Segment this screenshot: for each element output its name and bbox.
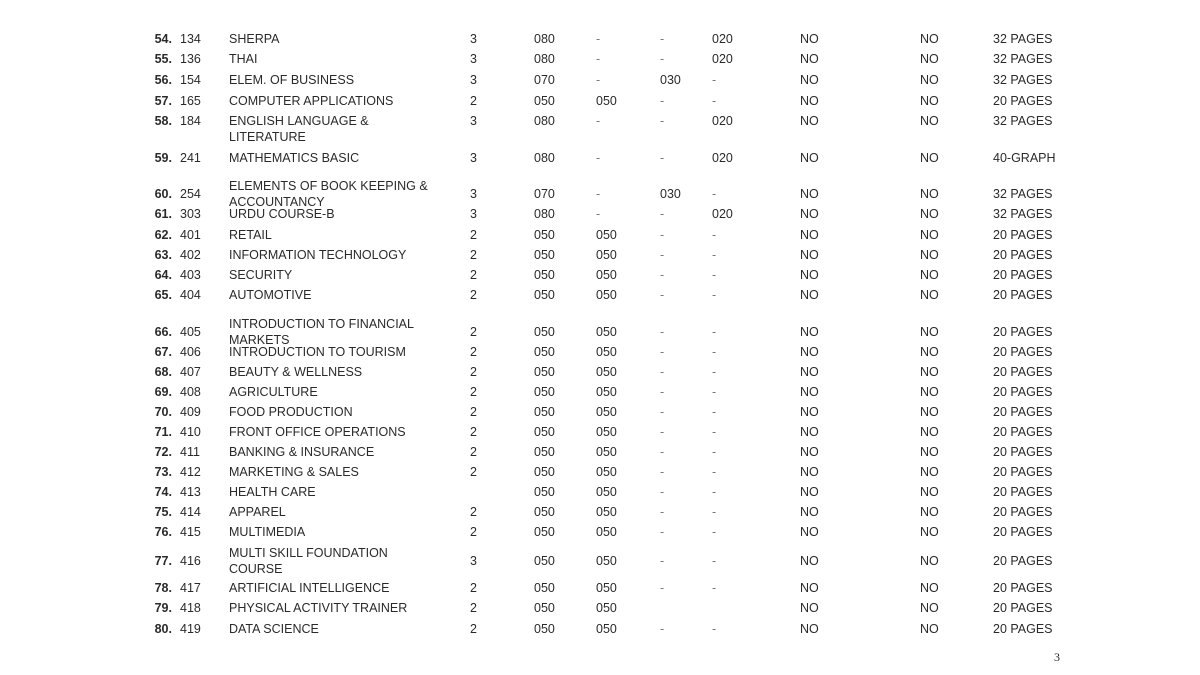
value-cell-5: - — [712, 425, 717, 439]
value-cell-1: 2 — [470, 465, 477, 479]
value-cell-4: - — [660, 94, 665, 108]
value-cell-2: 050 — [534, 581, 555, 595]
subject-code: 184 — [180, 114, 201, 128]
subject-name: ARTIFICIAL INTELLIGENCE — [229, 581, 390, 595]
value-cell-8: 20 PAGES — [993, 248, 1053, 262]
value-cell-5: - — [712, 325, 717, 339]
value-cell-3: 050 — [596, 622, 617, 636]
serial-number: 77. — [154, 554, 172, 568]
value-cell-4: - — [660, 485, 665, 499]
subject-name: MULTI SKILL FOUNDATION COURSE — [229, 546, 388, 576]
value-cell-3: - — [596, 32, 601, 46]
serial-number: 62. — [154, 228, 172, 242]
value-cell-5: 020 — [712, 52, 733, 66]
subject-code: 419 — [180, 622, 201, 636]
value-cell-2: 050 — [534, 94, 555, 108]
value-cell-2: 050 — [534, 365, 555, 379]
value-cell-7: NO — [920, 268, 939, 282]
serial-number: 67. — [154, 345, 172, 359]
value-cell-2: 050 — [534, 405, 555, 419]
value-cell-6: NO — [800, 465, 819, 479]
value-cell-1: 2 — [470, 385, 477, 399]
value-cell-5: 020 — [712, 151, 733, 165]
subject-name: ELEM. OF BUSINESS — [229, 73, 355, 87]
serial-number: 78. — [154, 581, 172, 595]
value-cell-3: - — [596, 207, 601, 221]
value-cell-4: - — [660, 365, 665, 379]
value-cell-8: 20 PAGES — [993, 601, 1053, 615]
serial-number: 73. — [154, 465, 172, 479]
value-cell-8: 32 PAGES — [993, 114, 1053, 128]
value-cell-7: NO — [920, 73, 939, 87]
value-cell-1: 2 — [470, 365, 477, 379]
value-cell-4: - — [660, 228, 665, 242]
value-cell-8: 20 PAGES — [993, 345, 1053, 359]
value-cell-1: 2 — [470, 228, 477, 242]
value-cell-6: NO — [800, 114, 819, 128]
value-cell-7: NO — [920, 445, 939, 459]
value-cell-8: 32 PAGES — [993, 207, 1053, 221]
value-cell-4: - — [660, 505, 665, 519]
value-cell-3: - — [596, 187, 601, 201]
value-cell-5: - — [712, 622, 717, 636]
value-cell-4: - — [660, 325, 665, 339]
value-cell-3: 050 — [596, 505, 617, 519]
value-cell-6: NO — [800, 207, 819, 221]
subject-code: 410 — [180, 425, 201, 439]
serial-number: 79. — [154, 601, 172, 615]
value-cell-5: - — [712, 268, 717, 282]
value-cell-6: NO — [800, 187, 819, 201]
value-cell-7: NO — [920, 248, 939, 262]
value-cell-1: 2 — [470, 425, 477, 439]
value-cell-2: 070 — [534, 187, 555, 201]
value-cell-3: 050 — [596, 405, 617, 419]
serial-number: 64. — [154, 268, 172, 282]
value-cell-7: NO — [920, 94, 939, 108]
value-cell-5: - — [712, 345, 717, 359]
subject-code: 418 — [180, 601, 201, 615]
value-cell-1: 2 — [470, 505, 477, 519]
value-cell-2: 080 — [534, 207, 555, 221]
subject-name: INTRODUCTION TO FINANCIAL MARKETS — [229, 317, 414, 347]
value-cell-6: NO — [800, 445, 819, 459]
subject-code: 414 — [180, 505, 201, 519]
value-cell-1: 2 — [470, 345, 477, 359]
subject-code: 134 — [180, 32, 201, 46]
subject-name: AGRICULTURE — [229, 385, 318, 399]
serial-number: 71. — [154, 425, 172, 439]
value-cell-4: - — [660, 52, 665, 66]
value-cell-7: NO — [920, 554, 939, 568]
serial-number: 55. — [154, 52, 172, 66]
page-number: 3 — [1054, 650, 1060, 664]
value-cell-1: 2 — [470, 445, 477, 459]
value-cell-8: 20 PAGES — [993, 385, 1053, 399]
value-cell-7: NO — [920, 288, 939, 302]
value-cell-5: - — [712, 505, 717, 519]
value-cell-6: NO — [800, 554, 819, 568]
value-cell-8: 20 PAGES — [993, 405, 1053, 419]
serial-number: 59. — [154, 151, 172, 165]
value-cell-2: 050 — [534, 425, 555, 439]
value-cell-6: NO — [800, 405, 819, 419]
value-cell-3: 050 — [596, 601, 617, 615]
value-cell-6: NO — [800, 365, 819, 379]
value-cell-2: 050 — [534, 505, 555, 519]
value-cell-3: 050 — [596, 465, 617, 479]
value-cell-3: 050 — [596, 425, 617, 439]
value-cell-7: NO — [920, 187, 939, 201]
value-cell-1: 2 — [470, 581, 477, 595]
subject-name: INTRODUCTION TO TOURISM — [229, 345, 406, 359]
value-cell-7: NO — [920, 425, 939, 439]
value-cell-8: 20 PAGES — [993, 288, 1053, 302]
value-cell-6: NO — [800, 485, 819, 499]
subject-code: 417 — [180, 581, 201, 595]
subject-code: 165 — [180, 94, 201, 108]
value-cell-2: 050 — [534, 554, 555, 568]
subject-name: THAI — [229, 52, 258, 66]
value-cell-7: NO — [920, 365, 939, 379]
value-cell-2: 050 — [534, 385, 555, 399]
value-cell-6: NO — [800, 32, 819, 46]
value-cell-8: 32 PAGES — [993, 187, 1053, 201]
serial-number: 66. — [154, 325, 172, 339]
value-cell-2: 050 — [534, 465, 555, 479]
subject-name: INFORMATION TECHNOLOGY — [229, 248, 407, 262]
value-cell-4: - — [660, 248, 665, 262]
value-cell-4: - — [660, 151, 665, 165]
value-cell-6: NO — [800, 268, 819, 282]
value-cell-3: 050 — [596, 268, 617, 282]
value-cell-5: - — [712, 525, 717, 539]
value-cell-2: 050 — [534, 445, 555, 459]
subject-code: 415 — [180, 525, 201, 539]
subject-name: RETAIL — [229, 228, 272, 242]
value-cell-6: NO — [800, 345, 819, 359]
serial-number: 72. — [154, 445, 172, 459]
value-cell-3: 050 — [596, 485, 617, 499]
value-cell-3: - — [596, 52, 601, 66]
value-cell-1: 3 — [470, 114, 477, 128]
subject-code: 303 — [180, 207, 201, 221]
value-cell-7: NO — [920, 345, 939, 359]
serial-number: 74. — [154, 485, 172, 499]
subject-name: SHERPA — [229, 32, 280, 46]
subject-name: URDU COURSE-B — [229, 207, 335, 221]
subject-name: ENGLISH LANGUAGE & LITERATURE — [229, 114, 369, 144]
value-cell-6: NO — [800, 52, 819, 66]
value-cell-8: 20 PAGES — [993, 581, 1053, 595]
value-cell-1: 2 — [470, 94, 477, 108]
value-cell-7: NO — [920, 52, 939, 66]
subject-name: ELEMENTS OF BOOK KEEPING & ACCOUNTANCY — [229, 179, 428, 209]
value-cell-3: 050 — [596, 385, 617, 399]
value-cell-3: 050 — [596, 94, 617, 108]
value-cell-8: 20 PAGES — [993, 465, 1053, 479]
subject-name: MARKETING & SALES — [229, 465, 359, 479]
serial-number: 69. — [154, 385, 172, 399]
value-cell-1: 2 — [470, 525, 477, 539]
value-cell-5: - — [712, 187, 717, 201]
value-cell-4: - — [660, 345, 665, 359]
value-cell-1: 2 — [470, 248, 477, 262]
value-cell-4: - — [660, 268, 665, 282]
value-cell-6: NO — [800, 73, 819, 87]
value-cell-5: - — [712, 94, 717, 108]
value-cell-8: 20 PAGES — [993, 505, 1053, 519]
value-cell-8: 20 PAGES — [993, 622, 1053, 636]
value-cell-6: NO — [800, 581, 819, 595]
value-cell-2: 050 — [534, 248, 555, 262]
value-cell-4: - — [660, 554, 665, 568]
value-cell-4: - — [660, 114, 665, 128]
value-cell-1: 3 — [470, 151, 477, 165]
value-cell-7: NO — [920, 505, 939, 519]
subject-code: 404 — [180, 288, 201, 302]
value-cell-3: - — [596, 114, 601, 128]
value-cell-7: NO — [920, 228, 939, 242]
value-cell-6: NO — [800, 601, 819, 615]
serial-number: 80. — [154, 622, 172, 636]
value-cell-7: NO — [920, 207, 939, 221]
value-cell-4: - — [660, 207, 665, 221]
value-cell-6: NO — [800, 288, 819, 302]
value-cell-8: 20 PAGES — [993, 445, 1053, 459]
value-cell-7: NO — [920, 385, 939, 399]
value-cell-7: NO — [920, 325, 939, 339]
serial-number: 57. — [154, 94, 172, 108]
value-cell-1: 2 — [470, 622, 477, 636]
value-cell-2: 070 — [534, 73, 555, 87]
subject-code: 416 — [180, 554, 201, 568]
value-cell-1: 2 — [470, 288, 477, 302]
value-cell-5: - — [712, 465, 717, 479]
subject-code: 408 — [180, 385, 201, 399]
value-cell-5: 020 — [712, 207, 733, 221]
value-cell-4: - — [660, 405, 665, 419]
value-cell-1: 2 — [470, 405, 477, 419]
value-cell-2: 050 — [534, 228, 555, 242]
value-cell-2: 080 — [534, 114, 555, 128]
value-cell-4: 030 — [660, 187, 681, 201]
value-cell-3: 050 — [596, 228, 617, 242]
value-cell-5: - — [712, 73, 717, 87]
subject-code: 403 — [180, 268, 201, 282]
value-cell-2: 080 — [534, 32, 555, 46]
value-cell-8: 20 PAGES — [993, 425, 1053, 439]
value-cell-4: - — [660, 425, 665, 439]
value-cell-1: 3 — [470, 207, 477, 221]
subject-name: HEALTH CARE — [229, 485, 316, 499]
subject-name: FOOD PRODUCTION — [229, 405, 353, 419]
value-cell-1: 3 — [470, 187, 477, 201]
subject-name: APPAREL — [229, 505, 286, 519]
value-cell-4: - — [660, 288, 665, 302]
value-cell-7: NO — [920, 151, 939, 165]
serial-number: 58. — [154, 114, 172, 128]
value-cell-2: 050 — [534, 325, 555, 339]
value-cell-2: 050 — [534, 601, 555, 615]
subject-code: 154 — [180, 73, 201, 87]
subject-code: 409 — [180, 405, 201, 419]
value-cell-8: 20 PAGES — [993, 228, 1053, 242]
subject-code: 402 — [180, 248, 201, 262]
value-cell-1: 3 — [470, 73, 477, 87]
serial-number: 56. — [154, 73, 172, 87]
value-cell-6: NO — [800, 228, 819, 242]
value-cell-8: 20 PAGES — [993, 268, 1053, 282]
value-cell-3: 050 — [596, 581, 617, 595]
subject-name: FRONT OFFICE OPERATIONS — [229, 425, 406, 439]
subject-name: DATA SCIENCE — [229, 622, 319, 636]
subject-name: MATHEMATICS BASIC — [229, 151, 360, 165]
value-cell-7: NO — [920, 465, 939, 479]
value-cell-2: 050 — [534, 525, 555, 539]
value-cell-6: NO — [800, 151, 819, 165]
value-cell-5: - — [712, 365, 717, 379]
value-cell-2: 050 — [534, 485, 555, 499]
subject-code: 136 — [180, 52, 201, 66]
value-cell-7: NO — [920, 405, 939, 419]
value-cell-2: 050 — [534, 345, 555, 359]
value-cell-7: NO — [920, 601, 939, 615]
value-cell-6: NO — [800, 425, 819, 439]
value-cell-1: 3 — [470, 52, 477, 66]
value-cell-3: 050 — [596, 445, 617, 459]
serial-number: 76. — [154, 525, 172, 539]
value-cell-7: NO — [920, 525, 939, 539]
value-cell-5: 020 — [712, 114, 733, 128]
subject-code: 241 — [180, 151, 201, 165]
subject-code: 412 — [180, 465, 201, 479]
subject-name: BEAUTY & WELLNESS — [229, 365, 363, 379]
value-cell-2: 050 — [534, 288, 555, 302]
value-cell-1: 3 — [470, 554, 477, 568]
value-cell-5: - — [712, 385, 717, 399]
value-cell-3: 050 — [596, 288, 617, 302]
value-cell-6: NO — [800, 325, 819, 339]
value-cell-8: 20 PAGES — [993, 325, 1053, 339]
value-cell-5: - — [712, 248, 717, 262]
value-cell-4: - — [660, 525, 665, 539]
value-cell-6: NO — [800, 94, 819, 108]
subject-code: 406 — [180, 345, 201, 359]
value-cell-5: 020 — [712, 32, 733, 46]
value-cell-6: NO — [800, 622, 819, 636]
serial-number: 70. — [154, 405, 172, 419]
value-cell-4: - — [660, 32, 665, 46]
value-cell-4: - — [660, 581, 665, 595]
value-cell-1: 3 — [470, 32, 477, 46]
value-cell-7: NO — [920, 581, 939, 595]
value-cell-7: NO — [920, 622, 939, 636]
value-cell-6: NO — [800, 525, 819, 539]
value-cell-3: - — [596, 73, 601, 87]
serial-number: 60. — [154, 187, 172, 201]
subject-code: 254 — [180, 187, 201, 201]
serial-number: 61. — [154, 207, 172, 221]
value-cell-4: 030 — [660, 73, 681, 87]
value-cell-8: 20 PAGES — [993, 525, 1053, 539]
subject-code: 401 — [180, 228, 201, 242]
subject-name: BANKING & INSURANCE — [229, 445, 375, 459]
value-cell-5: - — [712, 228, 717, 242]
value-cell-3: 050 — [596, 554, 617, 568]
value-cell-4: - — [660, 385, 665, 399]
value-cell-8: 20 PAGES — [993, 365, 1053, 379]
value-cell-4: - — [660, 445, 665, 459]
value-cell-3: 050 — [596, 345, 617, 359]
value-cell-8: 32 PAGES — [993, 32, 1053, 46]
value-cell-8: 32 PAGES — [993, 73, 1053, 87]
value-cell-4: - — [660, 465, 665, 479]
value-cell-7: NO — [920, 114, 939, 128]
subject-name: COMPUTER APPLICATIONS — [229, 94, 394, 108]
value-cell-3: 050 — [596, 325, 617, 339]
serial-number: 75. — [154, 505, 172, 519]
value-cell-2: 050 — [534, 268, 555, 282]
subject-name: PHYSICAL ACTIVITY TRAINER — [229, 601, 408, 615]
value-cell-5: - — [712, 288, 717, 302]
value-cell-2: 080 — [534, 151, 555, 165]
value-cell-8: 20 PAGES — [993, 94, 1053, 108]
value-cell-8: 20 PAGES — [993, 554, 1053, 568]
value-cell-8: 40-GRAPH — [993, 151, 1056, 165]
value-cell-6: NO — [800, 248, 819, 262]
value-cell-3: - — [596, 151, 601, 165]
value-cell-8: 20 PAGES — [993, 485, 1053, 499]
subject-name: MULTIMEDIA — [229, 525, 306, 539]
value-cell-3: 050 — [596, 525, 617, 539]
value-cell-1: 2 — [470, 325, 477, 339]
subject-name: SECURITY — [229, 268, 293, 282]
value-cell-6: NO — [800, 385, 819, 399]
value-cell-1: 2 — [470, 601, 477, 615]
subject-code: 413 — [180, 485, 201, 499]
value-cell-5: - — [712, 445, 717, 459]
serial-number: 65. — [154, 288, 172, 302]
serial-number: 54. — [154, 32, 172, 46]
value-cell-1: 2 — [470, 268, 477, 282]
value-cell-2: 050 — [534, 622, 555, 636]
value-cell-8: 32 PAGES — [993, 52, 1053, 66]
serial-number: 68. — [154, 365, 172, 379]
value-cell-2: 080 — [534, 52, 555, 66]
value-cell-4: - — [660, 622, 665, 636]
subject-code: 405 — [180, 325, 201, 339]
serial-number: 63. — [154, 248, 172, 262]
subject-code: 411 — [180, 445, 200, 459]
value-cell-5: - — [712, 485, 717, 499]
value-cell-5: - — [712, 405, 717, 419]
value-cell-3: 050 — [596, 248, 617, 262]
value-cell-3: 050 — [596, 365, 617, 379]
subject-code: 407 — [180, 365, 201, 379]
value-cell-5: - — [712, 581, 717, 595]
value-cell-6: NO — [800, 505, 819, 519]
value-cell-5: - — [712, 554, 717, 568]
value-cell-7: NO — [920, 485, 939, 499]
subject-name: AUTOMOTIVE — [229, 288, 312, 302]
value-cell-7: NO — [920, 32, 939, 46]
